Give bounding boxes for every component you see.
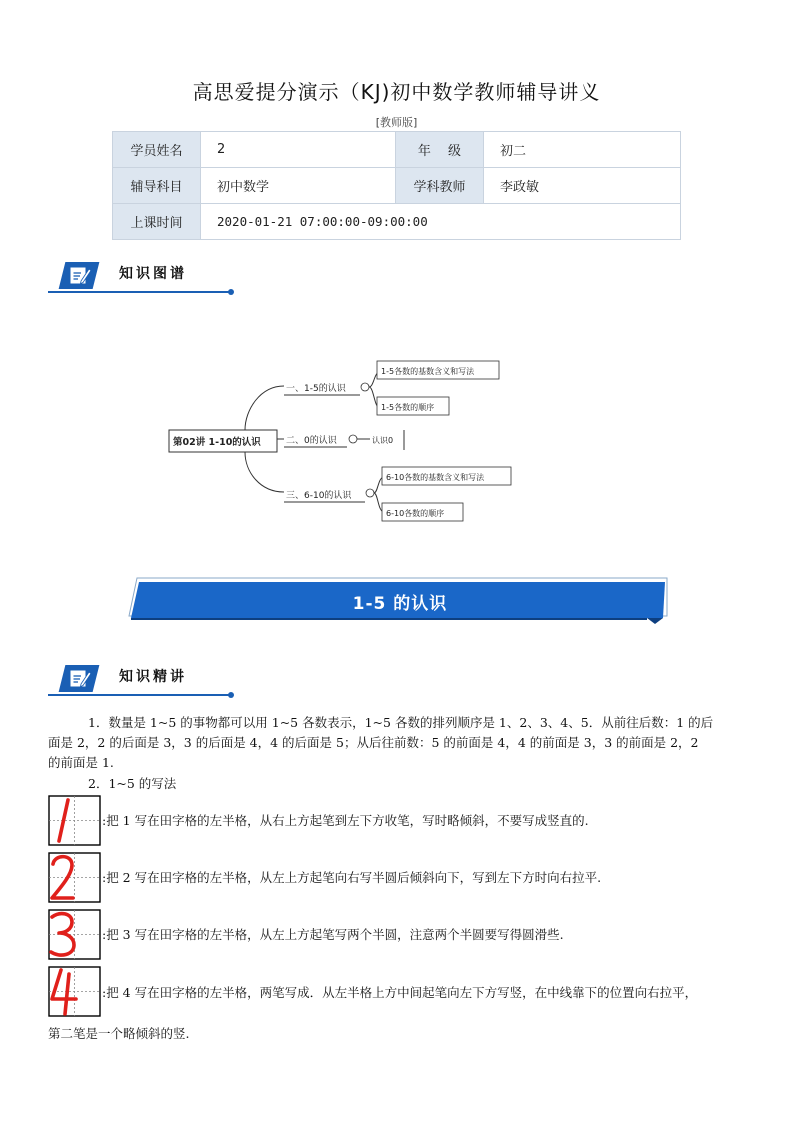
paragraph-line: 面是 2，2 的后面是 3，3 的后面是 4，4 的后面是 5；从后往前数：5 的前面是 4，4 的前面是 3，3 的前面是 2，2 (48, 735, 699, 750)
step-text-4-continued: 第二笔是一个略倾斜的竖. (48, 1026, 190, 1041)
subject-value: 初中数学 (201, 168, 396, 204)
mindmap-leaf: 1-5各数的基数含义和写法 (381, 367, 475, 376)
topic-banner (127, 576, 673, 626)
mindmap-leaf: 6-10各数的顺序 (386, 509, 445, 518)
paragraph-line: 1．数量是 1~5 的事物都可以用 1~5 各数表示，1~5 各数的排列顺序是 1、2、3、4、5．从前往后数：1 的后 (88, 715, 714, 730)
teacher-value: 李政敏 (484, 168, 681, 204)
tian-grid-digit-2 (48, 852, 101, 903)
paragraph-counting (48, 713, 748, 773)
mindmap-branch-1: 一、1-5的认识 (286, 384, 346, 394)
section-title: 知识图谱 (119, 266, 187, 282)
note-pencil-icon (68, 667, 92, 689)
edition-label: [教师版] (375, 116, 418, 129)
section-header-knowledge-map (48, 260, 232, 294)
section-title: 知识精讲 (119, 669, 187, 685)
mindmap-branch-2: 二、0的认识 (286, 436, 337, 446)
tian-grid-digit-3 (48, 909, 101, 960)
mindmap-root: 第02讲 1-10的认识 (173, 437, 261, 448)
step-text-2: :把 2 写在田字格的左半格，从左上方起笔向右写半圆后倾斜向下，写到左下方时向右拉平. (102, 870, 602, 885)
class-time-value: 2020-01-21 07:00:00-09:00:00 (201, 204, 681, 240)
tian-grid-digit-1 (48, 795, 101, 846)
student-name-label: 学员姓名 (113, 132, 201, 168)
table-row (113, 204, 681, 240)
knowledge-mindmap (160, 350, 520, 530)
step-text-4: :把 4 写在田字格的左半格，两笔写成．从左半格上方中间起笔向左下方写竖，在中线靠下的位置向右拉平， (102, 985, 698, 1000)
class-time-label: 上课时间 (113, 204, 201, 240)
subject-label: 辅导科目 (113, 168, 201, 204)
paragraph-writing-heading: 2．1~5 的写法 (88, 776, 177, 791)
grade-label: 年 级 (396, 132, 484, 168)
mindmap-leaf: 1-5各数的顺序 (381, 403, 435, 412)
tian-grid-digit-4 (48, 966, 101, 1017)
table-row (113, 168, 681, 204)
document-title: 高思爱提分演示（KJ)初中数学教师辅导讲义 (192, 80, 601, 104)
teacher-label: 学科教师 (396, 168, 484, 204)
grade-value: 初二 (484, 132, 681, 168)
note-pencil-icon (68, 264, 92, 286)
banner-title: 1-5 的认识 (352, 594, 448, 614)
student-info-table (112, 131, 681, 240)
mindmap-leaf: 认识0 (372, 436, 394, 445)
paragraph-line: 的前面是 1. (48, 755, 114, 770)
mindmap-branch-3: 三、6-10的认识 (286, 491, 352, 501)
section-header-knowledge-detail (48, 663, 232, 697)
step-text-3: :把 3 写在田字格的左半格，从左上方起笔写两个半圆，注意两个半圆要写得圆滑些. (102, 927, 564, 942)
mindmap-leaf: 6-10各数的基数含义和写法 (386, 473, 485, 482)
student-name-value: 2 (201, 132, 396, 168)
step-text-1: :把 1 写在田字格的左半格，从右上方起笔到左下方收笔，写时略倾斜，不要写成竖直的. (102, 813, 589, 828)
table-row (113, 132, 681, 168)
